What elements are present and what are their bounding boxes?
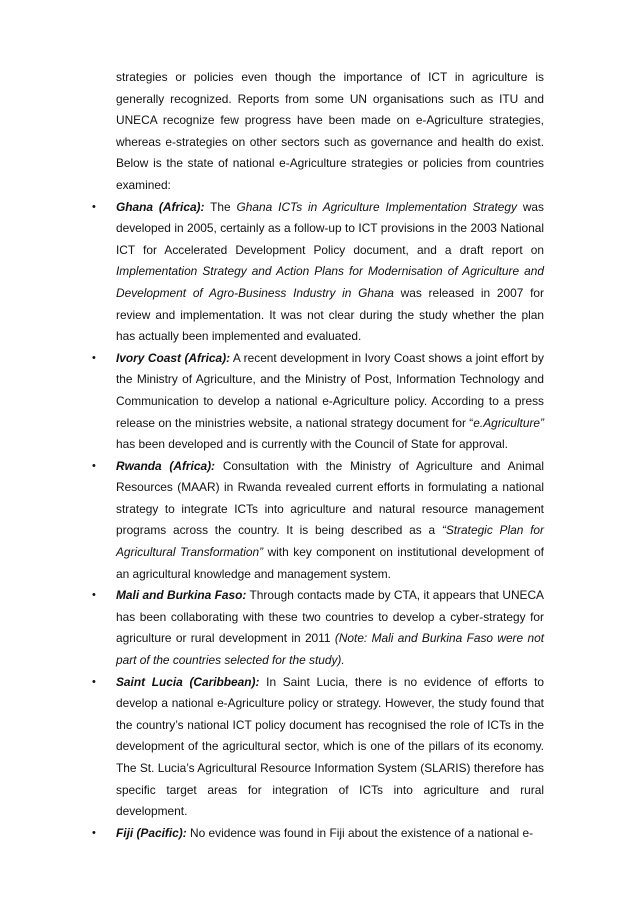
country-heading: Ivory Coast (Africa): xyxy=(116,350,231,365)
body-text: with key component on institutional development of an agricultural knowledge and management system. xyxy=(116,545,544,581)
body-text: In Saint Lucia, there is no evidence of efforts to develop a national e-Agriculture policy or strategy. However, the study found that the country’s national ICT policy document has recognised the role of ICTs in the development of the agricultural sector, which is one of the pillars of its economy. The St. Lucia’s Agricultural Resource Information System (SLARIS) therefore has specific target areas for integration of ICTs into agriculture and rural development. xyxy=(116,674,544,819)
body-text: was released in 2007 for review and implementation. It was not clear during the study whether the plan has actually been implemented and evaluated. xyxy=(116,285,544,344)
body-text: Through contacts made by CTA, it appears that UNECA has been collaborating with these two countries to develop a cyber-strategy for agriculture or rural development in 2011 xyxy=(116,588,544,646)
country-heading: Saint Lucia (Caribbean): xyxy=(116,674,260,689)
document-title: e.Agriculture” xyxy=(473,415,544,430)
bullet-icon: • xyxy=(92,459,96,472)
body-text: The xyxy=(204,199,237,214)
country-heading: Ghana (Africa): xyxy=(116,199,205,214)
list-item-ivory-coast xyxy=(92,348,544,456)
country-heading: Fiji (Pacific): xyxy=(116,825,187,840)
bullet-icon: • xyxy=(92,200,96,213)
bullet-icon: • xyxy=(92,826,96,839)
body-text: A recent development in Ivory Coast shows a joint effort by the Ministry of Agriculture, and the Ministry of Post, Information Technology and Communication to develop a national e-Agriculture policy. According to a press release on the ministries website, a national strategy document for “ xyxy=(116,350,544,430)
text-column xyxy=(92,67,544,844)
bullet-icon: • xyxy=(92,675,96,688)
note-text: (Note: Mali and Burkina Faso were not part of the countries selected for the study). xyxy=(116,631,544,668)
list-item-mali-burkina-faso xyxy=(92,585,544,671)
body-text: was developed in 2005, certainly as a follow-up to ICT provisions in the 2003 National ICT for Accelerated Development Policy document, and a draft report on xyxy=(116,199,544,257)
bullet-icon: • xyxy=(92,589,96,602)
list-item-rwanda xyxy=(92,456,544,586)
body-text: has been developed and is currently with the Council of State for approval. xyxy=(116,437,508,452)
bullet-icon: • xyxy=(92,351,96,364)
body-text: No evidence was found in Fiji about the existence of a national e- xyxy=(186,825,534,840)
list-item-saint-lucia xyxy=(92,672,544,823)
body-text: Consultation with the Ministry of Agriculture and Animal Resources (MAAR) in Rwanda revealed current efforts in formulating a national strategy to integrate ICTs into agriculture and natural resource management programs across the country. It is being described as a xyxy=(116,458,544,538)
country-heading: Mali and Burkina Faso: xyxy=(116,588,247,603)
list-item-ghana xyxy=(92,197,544,348)
country-list xyxy=(92,197,544,845)
country-heading: Rwanda (Africa): xyxy=(116,458,215,473)
document-title: Implementation Strategy and Action Plans for Modernisation of Agriculture and Development of Agro-Business Industry in Ghana xyxy=(116,264,544,300)
list-item-fiji xyxy=(92,823,544,845)
document-title: Ghana ICTs in Agriculture Implementation Strategy xyxy=(236,199,517,214)
intro-paragraph: strategies or policies even though the importance of ICT in agriculture is generally recognized. Reports from some UN organisations such as ITU and UNECA recognize few progress have been made on e-Agriculture strategies, whereas e-strategies on other sectors such as governance and health do exist. Below is the state of national e-Agriculture strategies or policies from countries examined: xyxy=(116,70,544,192)
document-title: “Strategic Plan for Agricultural Transformation” xyxy=(116,523,544,560)
